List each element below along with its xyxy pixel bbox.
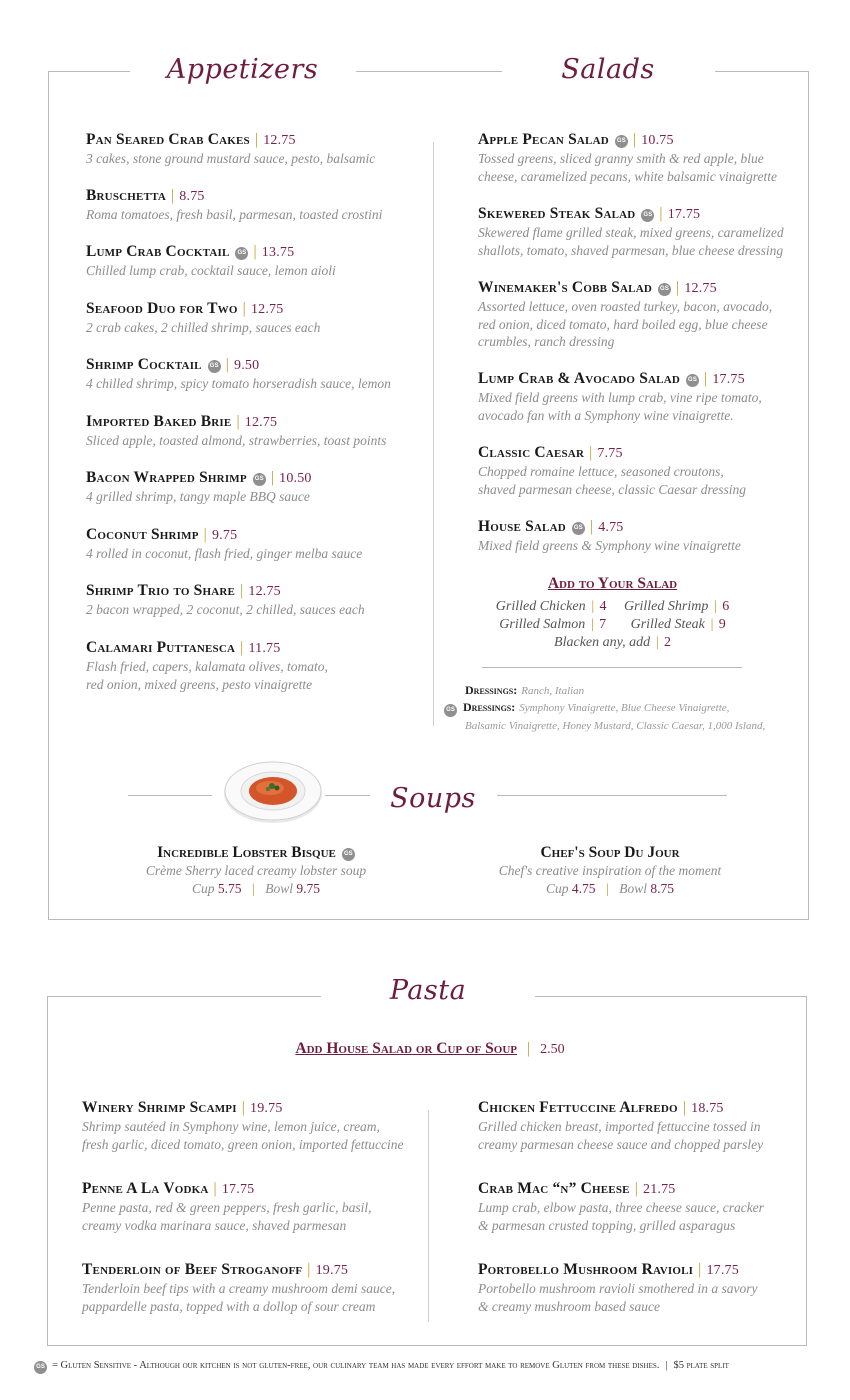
item-name-line: Winemaker's Cobb Salad GS | 12.75 — [478, 279, 717, 296]
item-description: red onion, mixed greens, pesto vinaigrette — [86, 676, 313, 692]
item-price: 17.75 — [706, 1263, 739, 1278]
item-name: Winery Shrimp Scampi — [82, 1099, 237, 1116]
soup-item — [470, 844, 750, 898]
item-price: 21.75 — [643, 1182, 676, 1197]
item-name: Pan Seared Crab Cakes — [86, 131, 250, 148]
item-name: Chicken Fettuccine Alfredo — [478, 1099, 678, 1116]
item-description: shaved parmesan cheese, classic Caesar dressing — [478, 481, 746, 497]
item-description: red onion, diced tomato, hard boiled egg, blue cheese — [478, 316, 768, 332]
cup-label: Cup — [192, 881, 215, 896]
item-description: Chilled lump crab, cocktail sauce, lemon aioli — [86, 263, 336, 278]
item-name-line: Bruschetta | 8.75 — [86, 187, 205, 204]
bowl-price: 8.75 — [650, 881, 674, 896]
item-description: & creamy mushroom based sauce — [478, 1298, 660, 1314]
item-price: 10.75 — [641, 133, 674, 148]
addon-price: 2 — [663, 635, 671, 650]
column-divider — [433, 142, 434, 726]
item-description: Assorted lettuce, oven roasted turkey, bacon, avocado, — [478, 299, 773, 314]
gluten-sensitive-icon: GS — [686, 374, 699, 387]
item-name-line: Bacon Wrapped Shrimp GS | 10.50 — [86, 469, 312, 486]
addon-item: Grilled Shrimp — [623, 599, 709, 614]
gluten-sensitive-icon: GS — [253, 473, 266, 486]
menu-item — [478, 1099, 798, 1153]
item-name-line: Shrimp Cocktail GS | 9.50 — [86, 356, 260, 373]
menu-item — [86, 526, 426, 563]
divider — [535, 996, 806, 997]
addon-row: Grilled Chicken | 4 Grilled Shrimp | 6 — [495, 599, 730, 614]
menu-item — [478, 1261, 798, 1315]
soup-item — [116, 844, 396, 898]
dressing-label: Dressings: — [463, 700, 516, 714]
item-description: creamy vodka marinara sauce, shaved parmesan — [82, 1217, 347, 1233]
item-name-line: Seafood Duo for Two | 12.75 — [86, 300, 284, 317]
soup-name: Incredible Lobster Bisque — [157, 844, 336, 861]
item-price: 13.75 — [261, 245, 295, 260]
gluten-sensitive-icon: GS — [572, 522, 585, 535]
item-price: 8.75 — [179, 189, 205, 204]
menu-item — [82, 1099, 417, 1153]
item-price: 9.75 — [211, 528, 238, 543]
item-description: creamy parmesan cheese sauce and chopped parsley — [478, 1136, 764, 1152]
divider — [497, 795, 727, 796]
gluten-sensitive-icon: GS — [641, 209, 654, 222]
dressing-label: Dressings: — [465, 683, 518, 697]
dressings — [444, 682, 814, 734]
bowl-label: Bowl — [265, 881, 293, 896]
item-name-line: Lump Crab Cocktail GS | 13.75 — [86, 243, 295, 260]
soups-title: Soups — [390, 783, 476, 814]
item-name-line: Chicken Fettuccine Alfredo | 18.75 — [478, 1099, 724, 1116]
pasta-add-price: 2.50 — [540, 1042, 565, 1057]
menu-item — [478, 370, 798, 424]
item-name: Imported Baked Brie — [86, 413, 232, 430]
item-name-line: Tenderloin of Beef Stroganoff | 19.75 — [82, 1261, 349, 1278]
item-description: Mixed field greens with lump crab, vine ripe tomato, — [478, 390, 762, 405]
add-to-salad-title: Add to Your Salad — [547, 575, 678, 592]
dressing-line — [444, 717, 814, 734]
gluten-sensitive-icon: GS — [658, 283, 671, 296]
menu-item — [86, 639, 426, 693]
item-description: Sliced apple, toasted almond, strawberries, toast points — [86, 433, 387, 448]
item-price: 12.75 — [263, 133, 296, 148]
menu-item — [478, 1180, 798, 1234]
item-description: Mixed field greens & Symphony wine vinaigrette — [478, 538, 741, 553]
item-price: 18.75 — [691, 1101, 724, 1116]
item-description: 2 bacon wrapped, 2 coconut, 2 chilled, sauces each — [86, 602, 365, 617]
soup-name-line — [470, 844, 750, 862]
pasta-add-label: Add House Salad or Cup of Soup — [295, 1040, 517, 1057]
item-description: 4 rolled in coconut, flash fried, ginger melba sauce — [86, 546, 363, 561]
item-description: shallots, tomato, shaved parmesan, blue cheese dressing — [478, 242, 784, 258]
item-description: 2 crab cakes, 2 chilled shrimp, sauces each — [86, 320, 321, 335]
item-name-line: Portobello Mushroom Ravioli | 17.75 — [478, 1261, 739, 1278]
menu-item — [478, 518, 798, 555]
soup-name: Chef's Soup Du Jour — [540, 844, 680, 861]
divider — [128, 795, 212, 796]
dressing-line — [444, 699, 814, 717]
item-description: 4 chilled shrimp, spicy tomato horseradish sauce, lemon — [86, 376, 391, 391]
item-price: 17.75 — [712, 372, 745, 387]
item-name: Seafood Duo for Two — [86, 300, 238, 317]
divider — [47, 996, 321, 997]
cup-price: 5.75 — [217, 881, 242, 896]
item-description: avocado fan with a Symphony wine vinaigrette. — [478, 407, 734, 423]
item-name-line: Skewered Steak Salad GS | 17.75 — [478, 205, 701, 222]
item-price: 19.75 — [315, 1263, 349, 1278]
gluten-sensitive-icon: GS — [208, 360, 221, 373]
item-name: Shrimp Trio to Share — [86, 582, 236, 599]
cup-price: 4.75 — [571, 881, 596, 896]
item-description: Lump crab, elbow pasta, three cheese sauce, cracker — [478, 1200, 764, 1215]
addon-item: Grilled Salmon — [499, 617, 586, 632]
footer-split: $5 plate split — [673, 1360, 729, 1371]
column-divider — [428, 1110, 429, 1322]
item-price: 4.75 — [598, 520, 624, 535]
item-price: 11.75 — [248, 641, 281, 656]
appetizers-title: Appetizers — [166, 54, 319, 85]
menu-item — [478, 279, 798, 351]
gluten-sensitive-icon: GS — [615, 135, 628, 148]
soup-bowl-image — [222, 757, 324, 825]
item-description: Tossed greens, sliced granny smith & red apple, blue — [478, 151, 764, 166]
dressing-text: Symphony Vinaigrette, Blue Cheese Vinaigrette, — [519, 702, 730, 714]
item-description: Shrimp sautéed in Symphony wine, lemon juice, cream, — [82, 1119, 380, 1134]
item-description: fresh garlic, diced tomato, green onion, imported fettuccine — [82, 1136, 404, 1152]
item-name-line: Lump Crab & Avocado Salad GS | 17.75 — [478, 370, 745, 387]
bowl-label: Bowl — [619, 881, 647, 896]
item-name: Penne A La Vodka — [82, 1180, 209, 1197]
item-name: Bacon Wrapped Shrimp — [86, 469, 247, 486]
item-name: Lump Crab & Avocado Salad — [478, 370, 681, 387]
item-description: Chopped romaine lettuce, seasoned croutons, — [478, 464, 724, 479]
item-name: Coconut Shrimp — [86, 526, 199, 543]
item-name: Skewered Steak Salad — [478, 205, 636, 222]
item-name: Tenderloin of Beef Stroganoff — [82, 1261, 303, 1278]
footer-note: GS = Gluten Sensitive - Although our kitchen is not gluten-free, our culinary team has made every effort make to remove Gluten from these dishes. | $5 plate split — [34, 1360, 834, 1374]
divider — [356, 71, 502, 72]
item-price: 12.75 — [684, 281, 717, 296]
item-description: 3 cakes, stone ground mustard sauce, pesto, balsamic — [86, 151, 376, 166]
add-to-salad — [440, 575, 785, 652]
dressing-text: Ranch, Italian — [521, 685, 585, 697]
item-description: Grilled chicken breast, imported fettuccine tossed in — [478, 1119, 761, 1134]
item-price: 9.50 — [234, 358, 260, 373]
item-name: House Salad — [478, 518, 566, 535]
divider — [48, 71, 130, 72]
addon-price: 4 — [599, 599, 607, 614]
item-description: Roma tomatoes, fresh basil, parmesan, toasted crostini — [86, 207, 383, 222]
soup-name-line — [116, 844, 396, 862]
menu-item — [86, 243, 426, 280]
menu-item — [86, 300, 426, 337]
item-name: Crab Mac “n” Cheese — [478, 1180, 630, 1197]
item-price: 12.75 — [250, 302, 284, 317]
menu-item — [86, 356, 426, 393]
soup-description: Chef's creative inspiration of the moment — [498, 863, 722, 878]
menu-item — [86, 413, 426, 450]
cup-label: Cup — [546, 881, 569, 896]
menu-item — [478, 205, 798, 259]
addon-price: 7 — [599, 617, 607, 632]
menu-item — [86, 187, 426, 224]
item-description: pappardelle pasta, topped with a dollop of sour cream — [82, 1298, 376, 1314]
item-name-line: Shrimp Trio to Share | 12.75 — [86, 582, 281, 599]
item-name-line: Crab Mac “n” Cheese | 21.75 — [478, 1180, 676, 1197]
item-description: Portobello mushroom ravioli smothered in a savory — [478, 1281, 758, 1296]
item-price: 12.75 — [244, 415, 278, 430]
item-name-line: Calamari Puttanesca | 11.75 — [86, 639, 281, 656]
item-price: 7.75 — [597, 446, 623, 461]
addon-item: Grilled Steak — [630, 617, 705, 632]
addon-item: Grilled Chicken — [495, 599, 586, 614]
item-price: 19.75 — [250, 1101, 283, 1116]
addon-price: 9 — [718, 617, 726, 632]
item-name-line: House Salad GS | 4.75 — [478, 518, 624, 535]
item-name-line: Winery Shrimp Scampi | 19.75 — [82, 1099, 283, 1116]
menu-item — [478, 444, 798, 498]
item-description: 4 grilled shrimp, tangy maple BBQ sauce — [86, 489, 310, 504]
item-name: Portobello Mushroom Ravioli — [478, 1261, 694, 1278]
menu-item — [82, 1261, 417, 1315]
menu-item — [478, 131, 798, 185]
item-name-line: Coconut Shrimp | 9.75 — [86, 526, 238, 543]
addon-blacken: Blacken any, add — [554, 635, 651, 650]
item-price: 10.50 — [279, 471, 312, 486]
item-description: Flash fried, capers, kalamata olives, tomato, — [86, 659, 328, 674]
divider — [715, 71, 808, 72]
salads-title: Salads — [561, 54, 655, 85]
item-name: Classic Caesar — [478, 444, 585, 461]
item-name: Apple Pecan Salad — [478, 131, 609, 148]
item-description: & parmesan crusted topping, grilled asparagus — [478, 1217, 736, 1233]
divider — [325, 795, 370, 796]
item-name-line: Classic Caesar | 7.75 — [478, 444, 623, 461]
gluten-sensitive-icon: GS — [342, 848, 355, 861]
item-price: 17.75 — [221, 1182, 255, 1197]
addon-price: 6 — [722, 599, 730, 614]
item-description: crumbles, ranch dressing — [478, 334, 615, 349]
pasta-title: Pasta — [389, 975, 467, 1006]
item-description: Tenderloin beef tips with a creamy mushroom demi sauce, — [82, 1281, 396, 1296]
menu-item — [82, 1180, 417, 1234]
pasta-add-line: Add House Salad or Cup of Soup | 2.50 — [295, 1040, 565, 1057]
item-name: Winemaker's Cobb Salad — [478, 279, 653, 296]
item-name: Lump Crab Cocktail — [86, 243, 230, 260]
item-name-line: Pan Seared Crab Cakes | 12.75 — [86, 131, 296, 148]
soup-description: Crème Sherry laced creamy lobster soup — [145, 863, 367, 878]
item-price: 12.75 — [248, 584, 281, 599]
item-name-line: Apple Pecan Salad GS | 10.75 — [478, 131, 674, 148]
item-description: Skewered flame grilled steak, mixed greens, caramelized — [478, 225, 784, 240]
dressing-text: Balsamic Vinaigrette, Honey Mustard, Classic Caesar, 1,000 Island, — [465, 720, 766, 732]
footer-text: = Gluten Sensitive - Although our kitchen is not gluten-free, our culinary team has made every effort make to remove Gluten from these dishes. — [52, 1360, 660, 1371]
dressing-line — [444, 682, 814, 699]
item-description: cheese, caramelized pecans, white balsamic vinaigrette — [478, 168, 778, 184]
item-price: 17.75 — [667, 207, 701, 222]
soup-prices: Cup 5.75 | Bowl 9.75 — [192, 881, 320, 896]
item-name-line: Penne A La Vodka | 17.75 — [82, 1180, 255, 1197]
gluten-sensitive-icon: GS — [34, 1361, 47, 1374]
menu-item — [86, 582, 426, 619]
bowl-price: 9.75 — [296, 881, 320, 896]
gluten-sensitive-icon: GS — [444, 704, 457, 717]
gluten-sensitive-icon: GS — [235, 247, 248, 260]
soup-prices: Cup 4.75 | Bowl 8.75 — [546, 881, 674, 896]
item-name-line: Imported Baked Brie | 12.75 — [86, 413, 278, 430]
menu-item — [86, 469, 426, 506]
addon-row-blacken: Blacken any, add | 2 — [554, 635, 671, 650]
menu-item — [86, 131, 426, 168]
divider — [482, 667, 742, 668]
item-name: Shrimp Cocktail — [86, 356, 202, 373]
addon-row: Grilled Salmon | 7 Grilled Steak | 9 — [499, 617, 726, 632]
item-name: Calamari Puttanesca — [86, 639, 236, 656]
item-name: Bruschetta — [86, 187, 166, 204]
item-description: Penne pasta, red & green peppers, fresh garlic, basil, — [82, 1200, 372, 1215]
